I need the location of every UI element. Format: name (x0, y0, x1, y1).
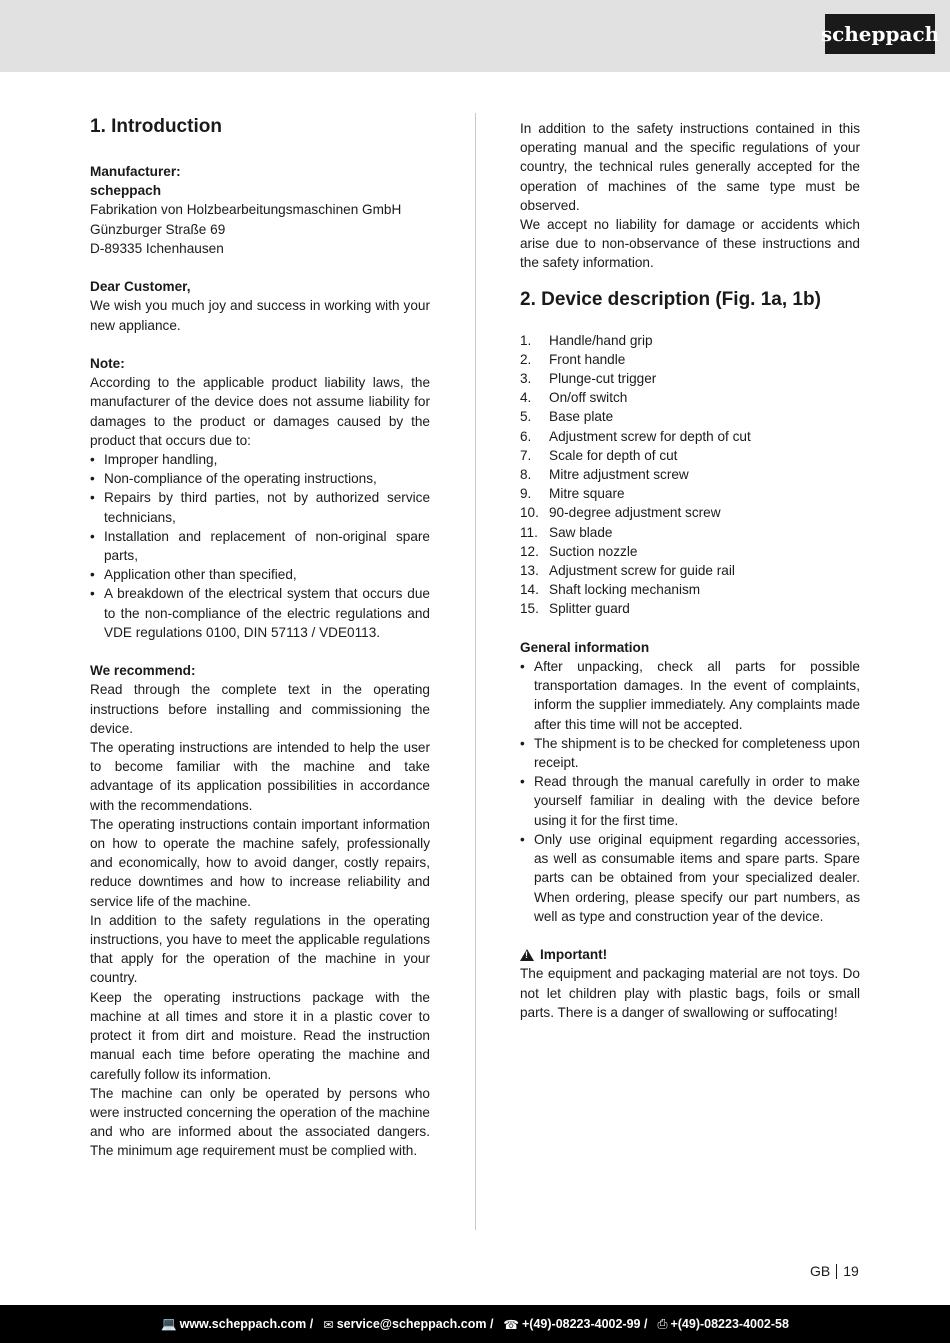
item-number: 2. (520, 351, 532, 367)
intro-paragraph: In addition to the safety instructions contained in this operating manual and the specific regulations of your country, the technical rules generally accepted for the operation of machines of the same type must be observed. (520, 121, 860, 213)
footer-email[interactable]: service@scheppach.com / (336, 1317, 494, 1331)
list-item (520, 388, 860, 407)
manufacturer-name: scheppach (90, 183, 162, 199)
item-number: 5. (520, 409, 532, 425)
item-number: 13. (520, 563, 539, 579)
item-number: 14. (520, 582, 539, 598)
list-item (520, 350, 860, 369)
list-item: • After unpacking, check all parts for possible transportation damages. In the event of complaints, inform the supplier immediately. Any complaints made after this time will not be accepted. (520, 657, 860, 734)
recommend-label: We recommend: (90, 663, 196, 679)
list-item (520, 561, 860, 580)
item-label: Plunge-cut trigger (549, 371, 657, 387)
list-item (520, 407, 860, 426)
list-item: • Application other than specified, (90, 565, 430, 584)
item-label: Mitre adjustment screw (549, 467, 689, 483)
general-info-label: General information (520, 639, 650, 655)
list-item (520, 503, 860, 522)
list-item: • The shipment is to be checked for completeness upon receipt. (520, 734, 860, 772)
header-band (0, 0, 950, 72)
note-bullet-list (90, 450, 430, 642)
list-item: • Only use original equipment regarding accessories, as well as consumable items and spare parts. Spare parts can be obtained from your specialized dealer. When ordering, please specify our part numbers, as well as type and construction year of the device. (520, 830, 860, 926)
important-label: Important! (540, 947, 608, 963)
footer-phone: +(49)-08223-4002-99 / (522, 1317, 648, 1331)
list-item: • Installation and replacement of non-original spare parts, (90, 527, 430, 565)
footer-fax: +(49)-08223-4002-58 (670, 1317, 789, 1331)
footer-bar (0, 1305, 950, 1343)
list-item (520, 369, 860, 388)
list-item (520, 446, 860, 465)
item-number: 15. (520, 601, 539, 617)
item-number: 10. (520, 505, 539, 521)
manufacturer-line: Günzburger Straße 69 (90, 221, 226, 237)
recommend-paragraph: In addition to the safety regulations in the operating instructions, you have to meet the applicable regulations that apply for the operation of the machine in your country. (90, 912, 430, 986)
item-label: Mitre square (549, 486, 625, 502)
computer-icon: 💻 (161, 1316, 177, 1331)
item-number: 12. (520, 543, 539, 559)
recommend-paragraph: The machine can only be operated by persons who were instructed concerning the operation of the machine and who are informed about the associated dangers. The minimum age requirement must be complied with. (90, 1085, 430, 1159)
item-label: Shaft locking mechanism (549, 582, 701, 598)
list-item: • Read through the manual carefully in order to make yourself familiar in dealing with the device before using it for the first time. (520, 772, 860, 830)
item-number: 3. (520, 371, 532, 387)
recommend-paragraph: The operating instructions are intended to help the user to become familiar with the machine and take advantage of its application possibilities in accordance with the recommendations. (90, 740, 430, 813)
recommend-paragraph: Read through the complete text in the operating instructions before installing and commissioning the device. (90, 682, 430, 736)
brand-logo (820, 14, 940, 54)
important-heading (520, 945, 860, 964)
item-number: 9. (520, 486, 532, 502)
list-item (520, 599, 860, 618)
item-label: Scale for depth of cut (549, 447, 678, 463)
item-number: 8. (520, 467, 532, 483)
footer-website[interactable]: www.scheppach.com / (179, 1317, 314, 1331)
list-item (520, 523, 860, 542)
item-number: 7. (520, 447, 532, 463)
list-item: • Non-compliance of the operating instructions, (90, 469, 430, 488)
list-item: • Repairs by third parties, not by authorized service technicians, (90, 488, 430, 526)
list-item: • Improper handling, (90, 450, 430, 469)
note-text: According to the applicable product liability laws, the manufacturer of the device does not assume liability for damages to the product or damages caused by the product that occurs due to: (90, 375, 430, 448)
recommend-paragraph: The operating instructions contain important information on how to operate the machine safely, professionally and economically, how to avoid danger, costly repairs, reduce downtimes and how to increase reliability and service life of the machine. (90, 816, 430, 909)
logo-text: scheppach (820, 22, 940, 46)
item-label: Suction nozzle (549, 543, 638, 559)
recommend-paragraph: Keep the operating instructions package with the machine at all times and store it in a plastic cover to protect it from dirt and moisture. Read the instruction manual each time before operating the machine and carefully follow its information. (90, 989, 430, 1082)
parts-list (520, 331, 860, 619)
manufacturer-label: Manufacturer: (90, 164, 181, 179)
page-language: GB (810, 1263, 831, 1279)
item-label: Base plate (549, 409, 614, 425)
right-column (520, 119, 860, 1022)
item-label: On/off switch (549, 390, 628, 406)
item-label: Handle/hand grip (549, 332, 653, 348)
item-label: Front handle (549, 351, 626, 367)
item-label: Splitter guard (549, 601, 630, 617)
item-number: 11. (520, 524, 538, 540)
note-label: Note: (90, 356, 125, 371)
item-number: 4. (520, 390, 532, 406)
warning-icon (520, 949, 534, 961)
manufacturer-line: Fabrikation von Holzbearbeitungsmaschinen GmbH (90, 202, 402, 218)
list-item (520, 484, 860, 503)
item-label: 90-degree adjustment screw (549, 505, 721, 521)
list-item (520, 542, 860, 561)
page-number (810, 1263, 859, 1279)
page-number-divider (836, 1264, 837, 1279)
column-divider (475, 113, 476, 1230)
list-item: • A breakdown of the electrical system that occurs due to the non-compliance of the electric regulations and VDE regulations 0100, DIN 57113 / VDE0113. (90, 584, 430, 642)
page-number-value: 19 (843, 1263, 859, 1279)
phone-icon: ☎ (503, 1317, 519, 1332)
section-1-heading: 1. Introduction (90, 116, 222, 137)
item-number: 1. (520, 332, 532, 348)
list-item (520, 331, 860, 350)
important-text: The equipment and packaging material are not toys. Do not let children play with plastic bags, foils or small parts. There is a danger of swallowing or suffocating! (520, 966, 860, 1020)
dear-customer-text: We wish you much joy and success in working with your new appliance. (90, 298, 430, 333)
dear-customer-label: Dear Customer, (90, 279, 191, 295)
list-item (520, 427, 860, 446)
left-column (90, 114, 430, 1161)
list-item (520, 465, 860, 484)
list-item (520, 580, 860, 599)
item-label: Adjustment screw for depth of cut (549, 428, 751, 444)
manufacturer-line: D-89335 Ichenhausen (90, 240, 224, 256)
section-2-heading: 2. Device description (Fig. 1a, 1b) (520, 288, 821, 310)
intro-paragraph: We accept no liability for damage or accidents which arise due to non-observance of these instructions and the safety information. (520, 217, 860, 271)
mail-icon: ✉ (323, 1317, 334, 1332)
general-info-list (520, 657, 860, 926)
item-number: 6. (520, 428, 532, 444)
fax-icon: ⎙ (657, 1316, 668, 1331)
item-label: Adjustment screw for guide rail (549, 563, 735, 579)
item-label: Saw blade (549, 524, 613, 540)
